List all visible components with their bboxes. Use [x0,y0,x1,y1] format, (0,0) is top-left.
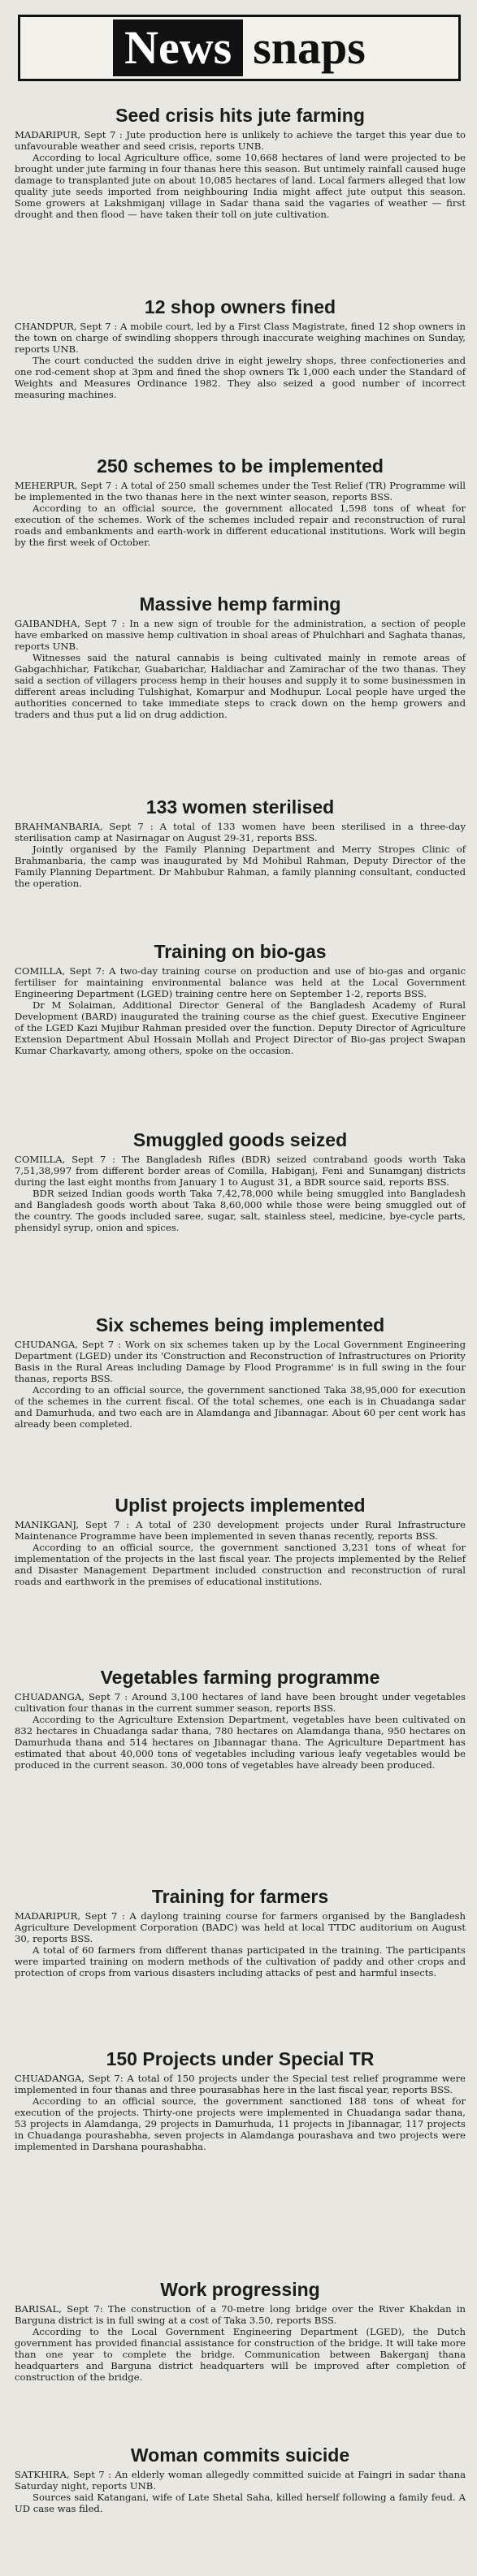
paragraph: BRAHMANBARIA, Sept 7 : A total of 133 women have been sterilised in a three-day sterilisation camp at Nasirnagar on August 29-31, reports BSS. [15,821,466,844]
paragraph: COMILLA, Sept 7 : The Bangladesh Rifles (BDR) seized contraband goods worth Taka 7,51,38,997 from different border areas of Comilla, Habiganj, Feni and Sunamganj districts during the last eight months from January 1 to August 31, a BDR source said, reports BSS. [15,1154,466,1188]
paragraph: According to an official source, the government sanctioned 188 tons of wheat for execution of the projects. Thirty-one projects were implemented in Chuadanga sadar thana, 53 projects in Alamdanga, 29 projects in Damurhuda, 11 projects in Jibannagar, 117 projects in Chuadanga pourashabha, seven projects in Alamdanga pourashava and two projects were implemented in Darshana pourashabha. [15,2095,466,2152]
headline: Seed crisis hits jute farming [115,105,365,126]
headline: Six schemes being implemented [95,1314,385,1335]
story-training-bio-gas [15,940,466,1056]
paragraph: MEHERPUR, Sept 7 : A total of 250 small schemes under the Test Relief (TR) Programme will be implemented in the two thanas here in the next winter season, reports BSS. [15,480,466,503]
headline: 250 schemes to be implemented [97,455,384,477]
paragraph: According to an official source, the government allocated 1,598 tons of wheat for execution of the schemes. Work of the schemes included repair and reconstruction of rural roads and embankments and earth-work in different educational institutions. Work will begin by the first week of October. [15,503,466,548]
story-six-schemes [15,1314,466,1430]
story-work-progressing [15,2278,466,2383]
story-woman-suicide [15,2444,466,2514]
paragraph: CHUADANGA, Sept 7 : Around 3,100 hectares of land have been brought under vegetables cultivation four thanas in the current summer season, reports BSS. [15,1691,466,1714]
paragraph: According to an official source, the government sanctioned 3,231 tons of wheat for implementation of the projects in the last fiscal year. The projects implemented by the Relief and Disaster Management Department included construction and reconstruction of rural roads and earthwork in the premises of educational institutions. [15,1542,466,1587]
headline: Work progressing [160,2279,320,2300]
story-hemp-farming [15,593,466,720]
paragraph: COMILLA, Sept 7: A two-day training course on production and use of bio-gas and organic fertiliser for maintaining environmental balance was held at the Local Government Engineering Department (LGED) training centre here on September 1-2, reports BSS. [15,965,466,999]
paragraph: According to the Local Government Engineering Department (LGED), the Dutch government has provided financial assistance for construction of the bridge. It will take more than one year to complete the bridge. Communication between Bakerganj thana headquarters and Barguna district headquarters will be improved after completion of construction of the bridge. [15,2326,466,2383]
story-training-farmers [15,1885,466,1978]
paragraph: Dr M Solaiman, Additional Director General of the Bangladesh Academy of Rural Development (BARD) inaugurated the training course as the chief guest. Executive Engineer of the LGED Kazi Mujibur Rahman presided over the function. Deputy Director of Agriculture Extension Department Abul Hossain Mollah and Project Director of Bio-gas project Swapan Kumar Charkavarty, among others, spoke on the occasion. [15,999,466,1056]
paragraph: SATKHIRA, Sept 7 : An elderly woman allegedly committed suicide at Faingri in sadar thana Saturday night, reports UNB. [15,2469,466,2492]
paragraph: CHUDANGA, Sept 7 : Work on six schemes taken up by the Local Government Engineering Department (LGED) under its 'Construction and Reconstruction of Infrastructures on Priority Basis in the Rural Areas including Damage by Flood Programme' is in full swing in the four thanas, reports BSS. [15,1339,466,1384]
paragraph: Jointly organised by the Family Planning Department and Merry Stropes Clinic of Brahmanbaria, the camp was inaugurated by Md Mohibul Rahman, Deputy Director of the Family Planning Department. Dr Mahbubur Rahman, a family planning consultant, conducted the operation. [15,844,466,889]
paragraph: MANIKGANJ, Sept 7 : A total of 230 development projects under Rural Infrastructure Maintenance Programme have been implemented in seven thanas recently, reports BSS. [15,1519,466,1542]
paragraph: BDR seized Indian goods worth Taka 7,42,78,000 while being smuggled into Bangladesh and Bangladesh goods worth about Taka 8,60,000 while those were being smuggled out of the country. The goods included saree, sugar, salt, stainless steel, medicine, bye-cycle parts, phensidyl syrup, onion and spices. [15,1188,466,1233]
paragraph: The court conducted the sudden drive in eight jewelry shops, three confectioneries and one rod-cement shop at 3pm and fined the shop owners Tk 1,000 each under the Standard of Weights and Measures Ordinance 1982. They also seized a good number of incorrect measuring machines. [15,355,466,400]
headline: Smuggled goods seized [132,1129,348,1150]
masthead [18,15,461,81]
headline: 133 women sterilised [145,796,335,818]
masthead-snaps: snaps [253,21,366,74]
story-shop-owners-fined [15,296,466,400]
paragraph: MADARIPUR, Sept 7 : A daylong training course for farmers organised by the Bangladesh Agriculture Development Corporation (BADC) was held at local TTDC auditorium on August 30, reports BSS. [15,1910,466,1944]
paragraph: According to local Agriculture office, some 10,668 hectares of land were projected to be brought under jute farming in four thanas here this season. But untimely rainfall caused huge damage to transplanted jute on about 10,085 hectares of land. Local farmers alleged that low quality jute seeds imported from neighbouring India might affect jute output this season. Some growers at Lakshmiganj village in Sadar thana said the vagaries of weather — first drought and then flood — have taken their toll on jute cultivation. [15,152,466,220]
story-250-schemes [15,455,466,548]
headline: 150 Projects under Special TR [106,2048,375,2069]
paragraph: MADARIPUR, Sept 7 : Jute production here is unlikely to achieve the target this year due to unfavourable weather and seed crisis, reports UNB. [15,129,466,152]
paragraph: A total of 60 farmers from different thanas participated in the training. The participants were imparted training on modern methods of the cultivation of paddy and other crops and protection of crops from various disasters including attacks of pest and harmful insects. [15,1944,466,1978]
story-seed-crisis [15,104,466,220]
paragraph: According to an official source, the government sanctioned Taka 38,95,000 for execution of the schemes in the current fiscal. Of the total schemes, one each is in Chuadanga sadar and Damurhuda, and two each are in Alamdanga and Jibannagar. About 60 per cent work has already been completed. [15,1384,466,1430]
paragraph: According to the Agriculture Extension Department, vegetables have been cultivated on 832 hectares in Chuadanga sadar thana, 780 hectares on Alamdanga thana, 950 hectares on Damurhuda thana and 514 hectares on Jibannagar thana. The Agriculture Department has estimated that about 40,000 tons of vegetables including various leafy vegetables would be produced in the current season. 30,000 tons of vegetables have already been produced. [15,1714,466,1771]
paragraph: CHANDPUR, Sept 7 : A mobile court, led by a First Class Magistrate, fined 12 shop owners in the town on charge of swindling shoppers through inaccurate weighing machines on Sunday, reports UNB. [15,321,466,355]
headline: 12 shop owners fined [144,296,336,317]
headline: Training for farmers [151,1886,329,1907]
story-women-sterilised [15,796,466,889]
story-smuggled-goods [15,1128,466,1233]
headline: Training on bio-gas [154,941,327,962]
paragraph: BARISAL, Sept 7: The construction of a 70-metre long bridge over the River Khakdan in Barguna district is in full swing at a cost of Taka 3.50, reports BSS. [15,2303,466,2326]
story-150-projects [15,2047,466,2152]
story-uplist-projects [15,1494,466,1587]
masthead-news: News [113,19,243,76]
headline: Uplist projects implemented [115,1495,366,1516]
paragraph: CHUADANGA, Sept 7: A total of 150 projects under the Special test relief programme were implemented in four thanas and three pourasabhas here in the last fiscal year, reports BSS. [15,2073,466,2095]
paragraph: Sources said Katangani, wife of Late Shetal Saha, killed herself following a family feud. A UD case was filed. [15,2492,466,2514]
story-vegetables-farming [15,1666,466,1771]
paragraph: Witnesses said the natural cannabis is being cultivated mainly in remote areas of Gabgachhichar, Fatikchar, Guabarichar, Haldiachar and Zamirachar of the two thanas. They said a section of villagers process hemp in their houses and supply it to some businessmen in different areas including Tulshighat, Komarpur and Modhupur. Local people have urged the authorities concerned to take immediate steps to crack down on the hemp growers and traders and thus put a lid on drug addiction. [15,652,466,720]
headline: Vegetables farming programme [100,1667,380,1688]
headline: Massive hemp farming [139,593,341,615]
headline: Woman commits suicide [130,2444,350,2466]
paragraph: GAIBANDHA, Sept 7 : In a new sign of trouble for the administration, a section of people have embarked on massive hemp cultivation in shoal areas of Phulchhari and Saghata thanas, reports UNB. [15,618,466,652]
